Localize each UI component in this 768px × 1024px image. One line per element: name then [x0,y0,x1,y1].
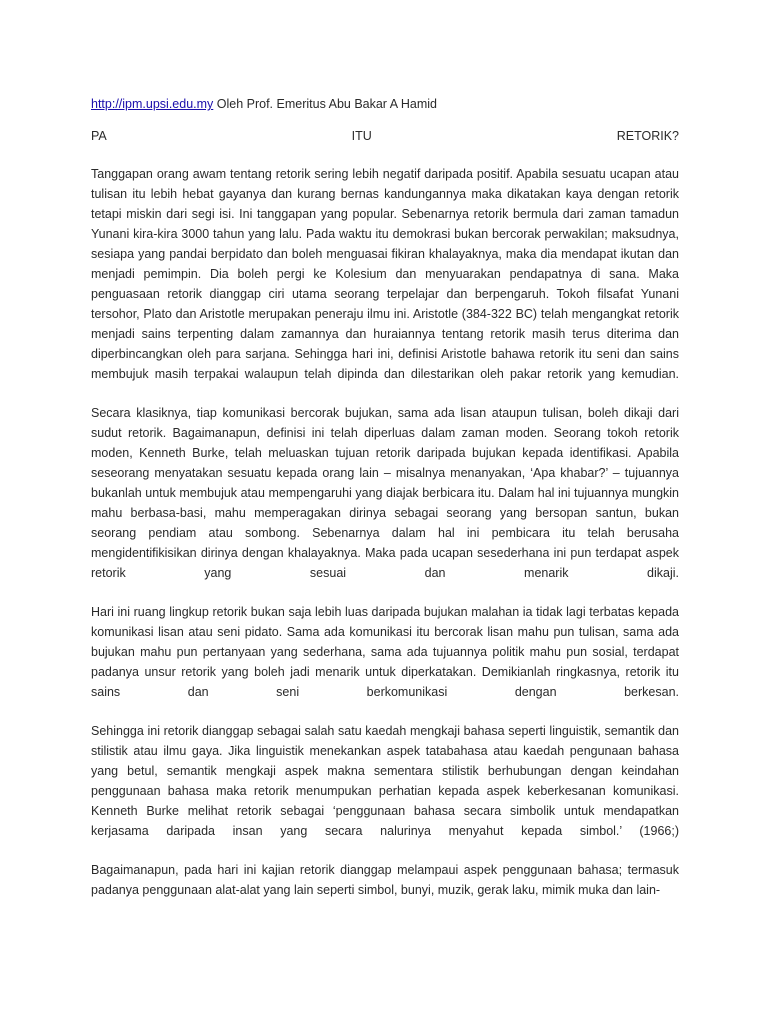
paragraph-2: Secara klasiknya, tiap komunikasi bercorak bujukan, sama ada lisan ataupun tulisan, boleh dikaji dari sudut retorik. Bagaimanapun, definisi ini telah diperluas dalam zaman moden. Seorang tokoh retorik moden, Kenneth Burke, telah meluaskan tujuan retorik daripada bujukan kepada identifikasi. Apabila seseorang menyatakan sesuatu kepada orang lain – misalnya menanyakan, ‘Apa khabar?’ – tujuannya bukanlah untuk membujuk atau mempengaruhi yang diajak berbicara itu. Dalam hal ini tujuannya mungkin mahu berbasa-basi, mahu memperagakan dirinya sebagai seorang yang bersopan santun, bukan seorang pendiam atau sombong. Sebenarnya dalam hal ini pembicara itu telah berusaha mengidentifikisikan dirinya dengan khalayaknya. Maka pada ucapan sesederhana ini pun terdapat aspek retorik yang sesuai dan menarik dikaji. [91,406,679,580]
page-title [91,126,679,146]
title-word-2: ITU [351,129,372,143]
source-link[interactable]: http://ipm.upsi.edu.my [91,97,214,111]
title-word-1: PA [91,129,107,143]
paragraph-1: Tanggapan orang awam tentang retorik sering lebih negatif daripada positif. Apabila sesuatu ucapan atau tulisan itu lebih hebat gayanya dan kurang bernas kandungannya maka dikatakan kaya dengan retorik tetapi miskin dari segi isi. Ini tanggapan yang popular. Sebenarnya retorik bermula dari zaman tamadun Yunani kira-kira 3000 tahun yang lalu. Pada waktu itu demokrasi bukan bercorak perwakilan; maksudnya, sesiapa yang pandai berpidato dan boleh menguasai fikiran khalayaknya, maka dia mendapat ikutan dan menjadi pemimpin. Dia boleh pergi ke Kolesium dan menyuarakan pendapatnya di sana. Maka penguasaan retorik dianggap ciri utama seorang terpelajar dan berpengaruh. Tokoh filsafat Yunani tersohor, Plato dan Aristotle merupakan peneraju ilmu ini. Aristotle (384-322 BC) telah mengangkat retorik menjadi sains terpenting dalam zamannya dan huraiannya tentang retorik masih terus diterima dan diperbincangkan oleh para sarjana. Sehingga hari ini, definisi Aristotle bahawa retorik itu seni dan sains membujuk masih terpakai walaupun telah dipinda dan dilestarikan oleh pakar retorik yang kemudian. [91,167,679,381]
document-page [91,94,679,919]
paragraph-5: Bagaimanapun, pada hari ini kajian retorik dianggap melampaui aspek penggunaan bahasa; termasuk padanya penggunaan alat-alat yang lain seperti simbol, bunyi, muzik, gerak laku, mimik muka dan lain- [91,863,679,897]
paragraph-4: Sehingga ini retorik dianggap sebagai salah satu kaedah mengkaji bahasa seperti linguistik, semantik dan stilistik atau ilmu gaya. Jika linguistik menekankan aspek tatabahasa atau kaedah pengunaan bahasa yang betul, semantik mengkaji aspek makna sementara stilistik berhubungan dengan keindahan penggunaan bahasa maka retorik menumpukan perhatian kepada aspek keberkesanan komunikasi. Kenneth Burke melihat retorik sebagai ‘penggunaan bahasa secara simbolik untuk mendapatkan kerjasama daripada insan yang secara nalurinya menyahut kepada simbol.’ (1966;) [91,724,679,838]
title-word-3: RETORIK? [616,129,679,143]
paragraph-3: Hari ini ruang lingkup retorik bukan saja lebih luas daripada bujukan malahan ia tidak lagi terbatas kepada komunikasi lisan atau seni pidato. Sama ada komunikasi itu bercorak lisan mahu pun tulisan, sama ada bujukan mahu pun pertanyaan yang sederhana, sama ada tujuannya politik mahu pun sosial, terdapat padanya unsur retorik yang boleh jadi menarik untuk diperkatakan. Demikianlah ringkasnya, retorik itu sains dan seni berkomunikasi dengan berkesan. [91,605,679,699]
source-line [91,94,679,114]
byline: Oleh Prof. Emeritus Abu Bakar A Hamid [213,97,437,111]
